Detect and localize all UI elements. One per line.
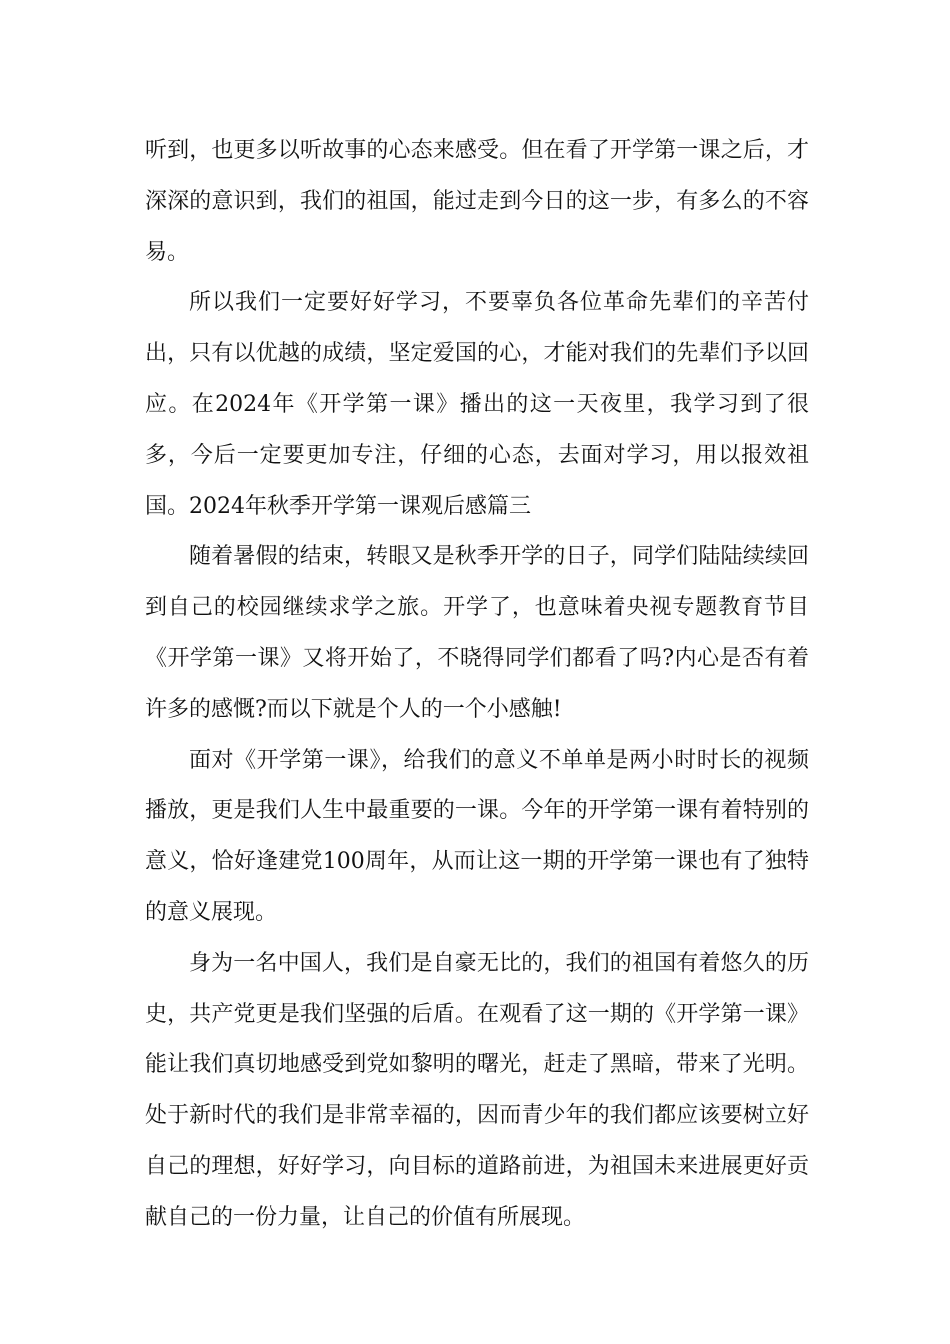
paragraph: 身为一名中国人，我们是自豪无比的，我们的祖国有着悠久的历史，共产党更是我们坚强的后盾。在观看了这一期的《开学第一课》能让我们真切地感受到党如黎明的曙光，赶走了黑暗，带来了光明。处于新时代的我们是非常幸福的，因而青少年的我们都应该要树立好自己的理想，好好学习，向目标的道路前进，为祖国未来进展更好贡献自己的一份力量，让自己的价值有所展现。	[145, 950, 809, 1230]
paragraph-continued: 听到，也更多以听故事的心态来感受。但在看了开学第一课之后，才深深的意识到，我们的祖国，能过走到今日的这一步，有多么的不容易。	[145, 138, 809, 265]
paragraph: 面对《开学第一课》，给我们的意义不单单是两小时时长的视频播放，更是我们人生中最重要的一课。今年的开学第一课有着特别的意义，恰好逢建党100周年，从而让这一期的开学第一课也有了独特的意义展现。	[145, 747, 809, 925]
paragraph: 所以我们一定要好好学习，不要辜负各位革命先辈们的辛苦付出，只有以优越的成绩，坚定爱国的心，才能对我们的先辈们予以回应。在2024年《开学第一课》播出的这一天夜里，我学习到了很多，今后一定要更加专注，仔细的心态，去面对学习，用以报效祖国。2024年秋季开学第一课观后感篇三	[145, 290, 809, 519]
document-body	[145, 126, 809, 1244]
paragraph: 随着暑假的结束，转眼又是秋季开学的日子，同学们陆陆续续回到自己的校园继续求学之旅。开学了，也意味着央视专题教育节目《开学第一课》又将开始了，不晓得同学们都看了吗?内心是否有着许多的感慨?而以下就是个人的一个小感触!	[145, 544, 809, 722]
